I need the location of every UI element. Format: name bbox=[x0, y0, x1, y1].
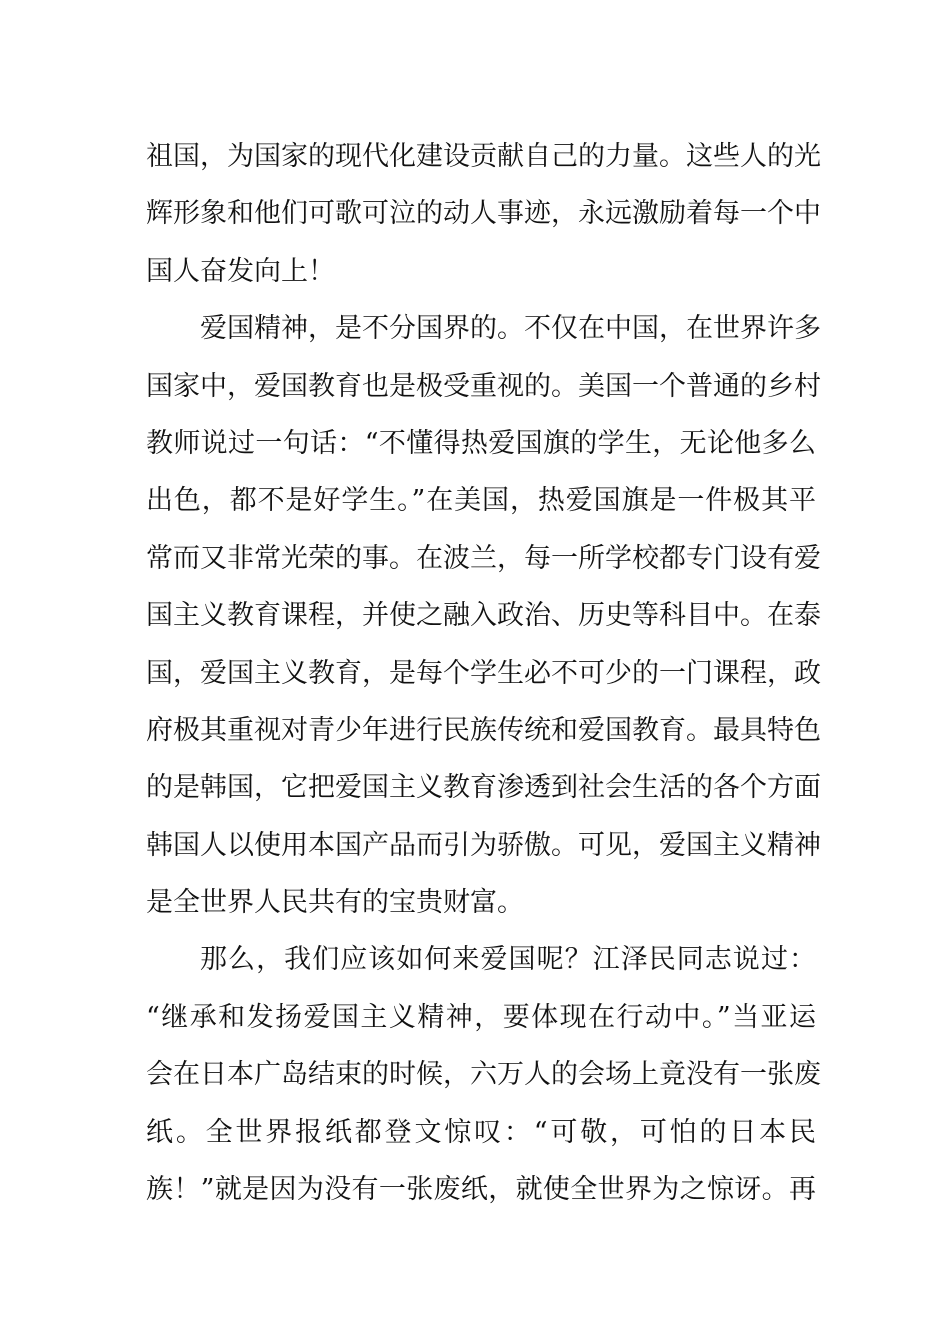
text-line: 的是韩国，它把爱国主义教育渗透到社会生活的各个方面 bbox=[146, 772, 821, 804]
text-line: 国家中，爱国教育也是极受重视的。美国一个普通的乡村 bbox=[146, 370, 821, 402]
text-line: 国，爱国主义教育，是每个学生必不可少的一门课程，政 bbox=[146, 657, 821, 689]
text-line: 出色，都不是好学生。”在美国，热爱国旗是一件极其平 bbox=[146, 485, 816, 517]
text-line: 韩国人以使用本国产品而引为骄傲。可见，爱国主义精神 bbox=[146, 829, 821, 861]
text-line: 府极其重视对青少年进行民族传统和爱国教育。最具特色 bbox=[146, 714, 821, 746]
text-line: 国主义教育课程，并使之融入政治、历史等科目中。在泰 bbox=[146, 600, 821, 632]
text-line: 会在日本广岛结束的时候，六万人的会场上竟没有一张废 bbox=[146, 1059, 821, 1091]
text-line: 族！”就是因为没有一张废纸，就使全世界为之惊讶。再 bbox=[146, 1174, 816, 1206]
text-line: “继承和发扬爱国主义精神，要体现在行动中。”当亚运 bbox=[146, 1001, 816, 1033]
text-line: 是全世界人民共有的宝贵财富。 bbox=[146, 887, 524, 919]
text-line: 辉形象和他们可歌可泣的动人事迹，永远激励着每一个中 bbox=[146, 198, 821, 230]
text-line: 那么，我们应该如何来爱国呢？江泽民同志说过： bbox=[200, 944, 816, 976]
text-line: 教师说过一句话：“不懂得热爱国旗的学生，无论他多么 bbox=[146, 427, 816, 459]
text-line: 爱国精神，是不分国界的。不仅在中国，在世界许多 bbox=[200, 313, 821, 345]
document-body bbox=[146, 128, 821, 1218]
text-line: 纸。全世界报纸都登文惊叹：“可敬，可怕的日本民 bbox=[146, 1116, 816, 1148]
text-line: 国人奋发向上！ bbox=[146, 255, 335, 287]
text-line: 祖国，为国家的现代化建设贡献自己的力量。这些人的光 bbox=[146, 141, 821, 172]
text-line: 常而又非常光荣的事。在波兰，每一所学校都专门设有爱 bbox=[146, 542, 821, 574]
